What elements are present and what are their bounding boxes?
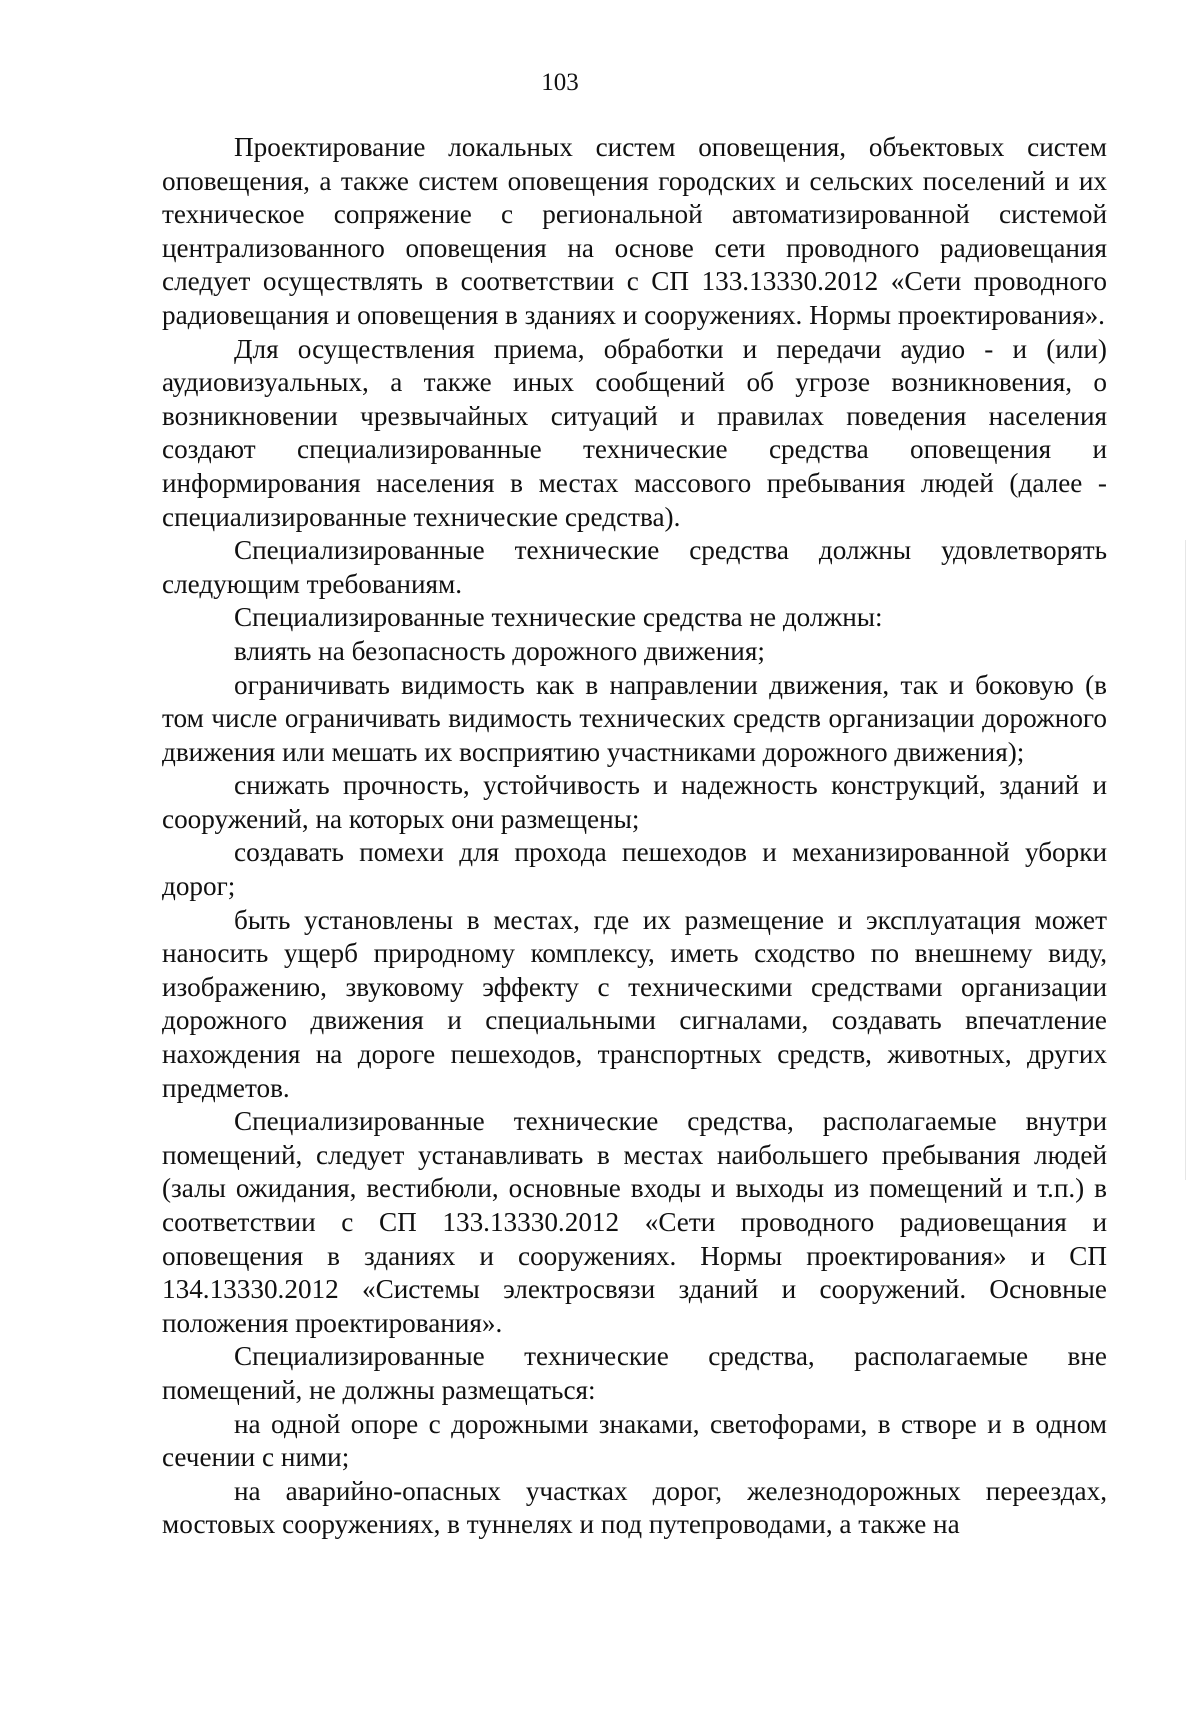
paragraph-must-not-intro: Специализированные технические средства не должны: xyxy=(234,602,883,633)
list-item-road-safety: влиять на безопасность дорожного движения; xyxy=(234,635,765,666)
paragraph-requirements-intro: Специализированные технические средства должны удовлетворять следующим требованиям. xyxy=(162,535,1107,599)
list-item-installation-locations: быть установлены в местах, где их размещение и эксплуатация может наносить ущерб природному комплексу, иметь сходство по внешнему виду, изображению, звуковому эффекту с техническими средствами организации дорожного движения и специальными сигналами, создавать впечатление нахождения на дороге пешеходов, транспортных средств, животных, других предметов. xyxy=(162,904,1107,1103)
paragraph-design-local-systems: Проектирование локальных систем оповещения, объектовых систем оповещения, а также систем оповещения городских и сельских поселений и их техническое сопряжение с региональной автоматизированной системой централизованного оповещения на основе сети проводного радиовещания следует осуществлять в соответствии с СП 133.13330.2012 «Сети проводного радиовещания и оповещения в зданиях и сооружениях. Нормы проектирования». xyxy=(162,132,1107,330)
list-item-same-support: на одной опоре с дорожными знаками, светофорами, в створе и в одном сечении с ними; xyxy=(162,1408,1107,1473)
list-item-hazardous-sections: на аварийно-опасных участках дорог, железнодорожных переездах, мостовых сооружениях, в туннелях и под путепроводами, а также на xyxy=(162,1475,1107,1540)
paragraph-outdoor-restrictions-intro: Специализированные технические средства, располагаемые вне помещений, не должны размещаться: xyxy=(162,1341,1107,1405)
list-item-pedestrian-obstruction: создавать помехи для прохода пешеходов и механизированной уборки дорог; xyxy=(162,837,1107,902)
list-item-structural-strength: снижать прочность, устойчивость и надежность конструкций, зданий и сооружений, на которых они размещены; xyxy=(162,770,1107,834)
page-number: 103 xyxy=(541,69,579,96)
list-item-visibility: ограничивать видимость как в направлении движения, так и боковую (в том числе ограничивать видимость технических средств организации дорожного движения или мешать их восприятию участниками дорожного движения); xyxy=(162,669,1107,767)
paragraph-indoor-placement: Специализированные технические средства, располагаемые внутри помещений, следует устанавливать в местах наибольшего пребывания людей (залы ожидания, вестибюли, основные входы и выходы из помещений и т.п.) в соответствии с СП 133.13330.2012 «Сети проводного радиовещания и оповещения в зданиях и сооружениях. Нормы проектирования» и СП 134.13330.2012 «Системы электросвязи зданий и сооружений. Основные положения проектирования». xyxy=(162,1106,1107,1338)
paragraph-specialized-means-definition: Для осуществления приема, обработки и передачи аудио - и (или) аудиовизуальных, а также иных сообщений об угрозе возникновения, о возникновении чрезвычайных ситуаций и правилах поведения населения создают специализированные технические средства оповещения и информирования населения в местах массового пребывания людей (далее - специализированные технические средства). xyxy=(162,333,1107,532)
document-body xyxy=(162,131,1107,1542)
scan-edge-line xyxy=(1185,540,1186,1180)
